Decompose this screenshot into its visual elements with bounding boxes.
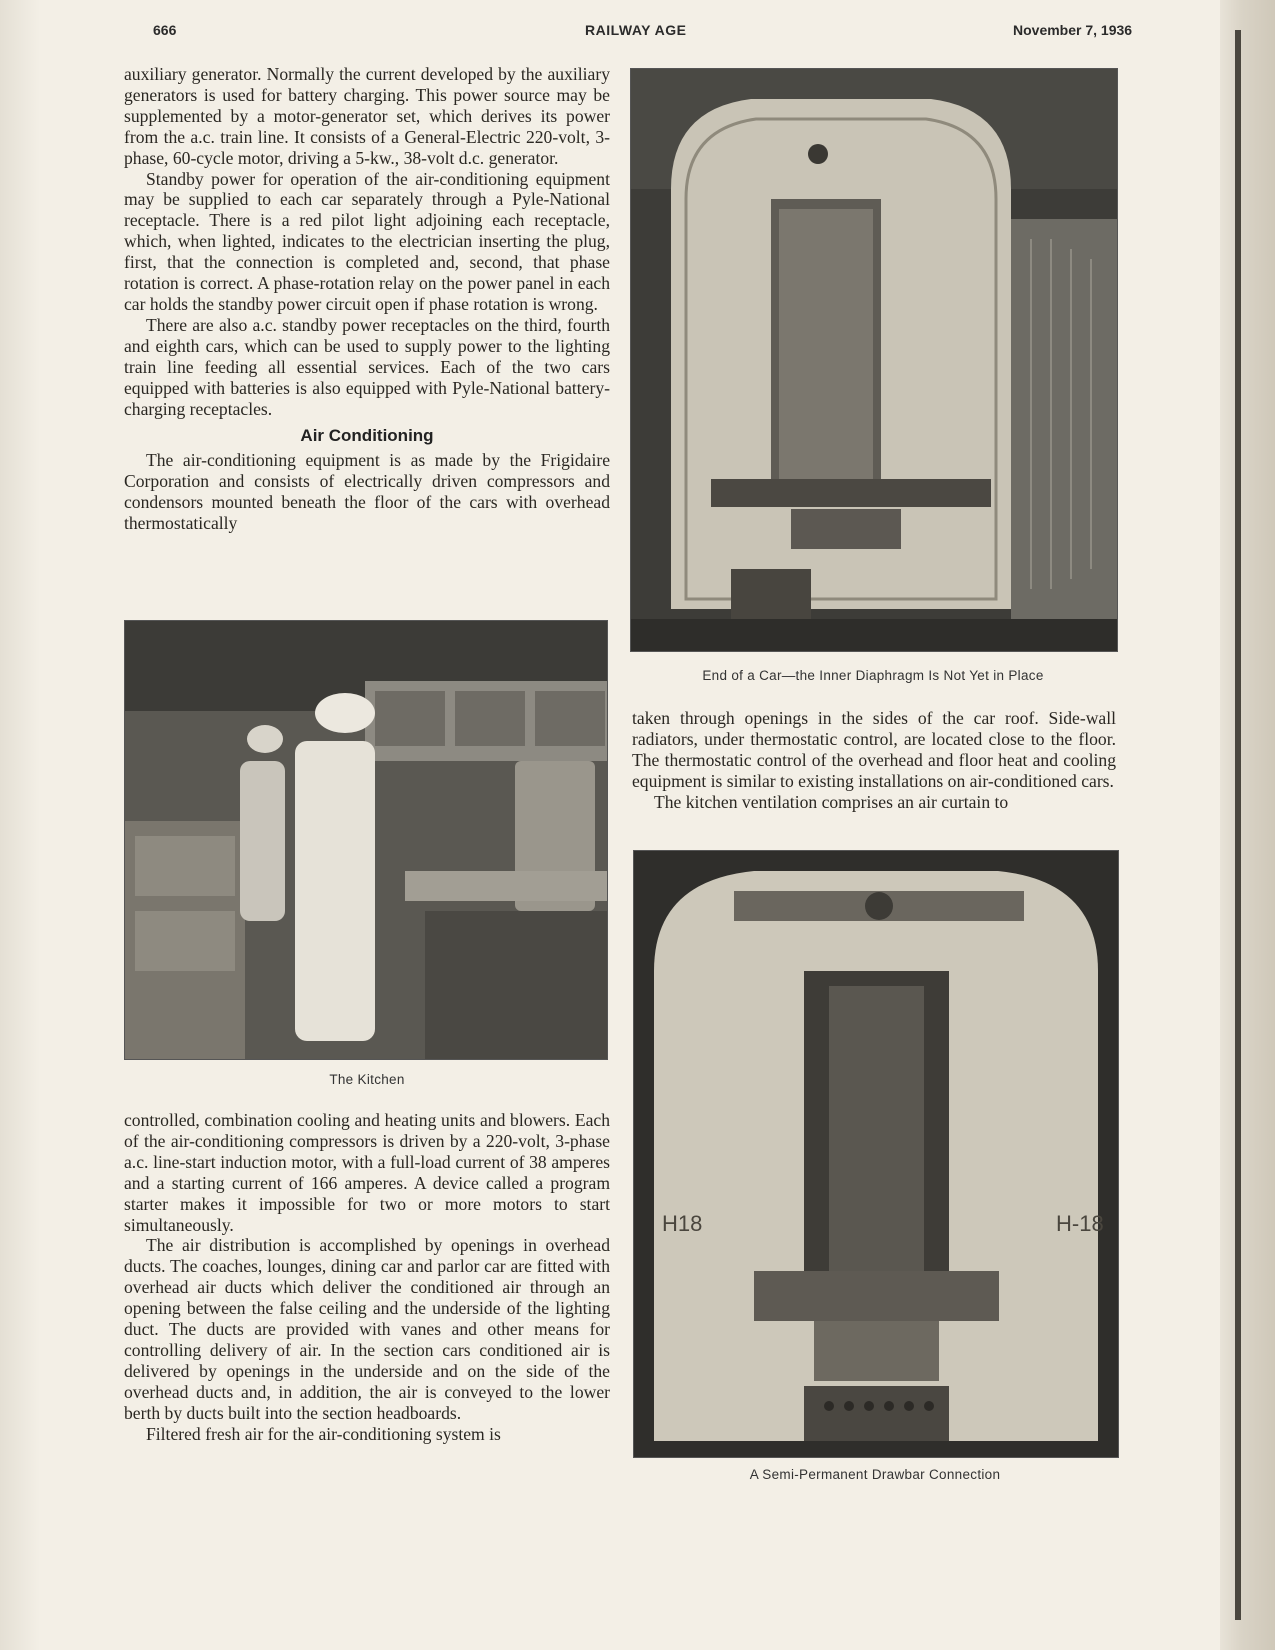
paragraph: auxiliary generator. Normally the current developed by the auxiliary generators is used for battery charging. This power source may be supplemented by a motor-generator set, which derives its power from the a.c. train line. It consists of a General-Electric 220-volt, 3-phase, 60-cycle motor, driving a 5-kw., 38-volt d.c. generator. bbox=[124, 64, 610, 168]
section-heading: Air Conditioning bbox=[300, 426, 434, 446]
issue-date: November 7, 1936 bbox=[1013, 22, 1133, 38]
right-column-middle bbox=[632, 708, 1116, 813]
car-number-right: H-18 bbox=[1056, 1211, 1104, 1236]
paragraph: The air distribution is accomplished by openings in overhead ducts. The coaches, lounges, dining car and parlor car are fitted with overhead air ducts which deliver the conditioned air through an opening between the false ceiling and the underside of the lighting duct. The ducts are provided with vanes and other means for controlling delivery of air. In the section cars conditioned air is delivered by openings in the underside and on the side of the overhead ducts and, in addition, the air is conveyed to the lower berth by ducts built into the section headboards. bbox=[124, 1235, 610, 1423]
left-column-top bbox=[124, 64, 610, 534]
kitchen-photo bbox=[124, 620, 608, 1060]
car-end-caption: End of a Car—the Inner Diaphragm Is Not Yet in Place bbox=[702, 668, 1044, 683]
left-column-bottom bbox=[124, 1110, 610, 1445]
paragraph: There are also a.c. standby power receptacles on the third, fourth and eighth cars, which can be used to supply power to the lighting train line feeding all essential services. Each of the two cars equipped with batteries is also equipped with Pyle-National battery-charging receptacles. bbox=[124, 314, 610, 419]
car-number-left: H18 bbox=[662, 1211, 703, 1236]
page-number: 666 bbox=[153, 22, 177, 38]
drawbar-caption: A Semi-Permanent Drawbar Connection bbox=[749, 1467, 1001, 1482]
paragraph: controlled, combination cooling and heating units and blowers. Each of the air-conditioning compressors is driven by a 220-volt, 3-phase a.c. line-start induction motor, with a full-load current of 38 amperes and a starting current of 166 amperes. A device called a program starter makes it impossible for two or more motors to start simultaneously. bbox=[124, 1110, 610, 1235]
kitchen-caption: The Kitchen bbox=[329, 1072, 405, 1087]
paragraph: Filtered fresh air for the air-conditioning system is bbox=[146, 1423, 501, 1444]
page-left-edge bbox=[0, 0, 40, 1650]
paragraph: The kitchen ventilation comprises an air curtain to bbox=[654, 791, 1009, 812]
journal-title: RAILWAY AGE bbox=[585, 22, 687, 38]
paragraph: taken through openings in the sides of the car roof. Side-wall radiators, under thermostatic control, are located close to the floor. The thermostatic control of the overhead and floor heat and cooling equipment is similar to existing installations on air-conditioned cars. bbox=[632, 708, 1116, 791]
drawbar-photo bbox=[633, 850, 1119, 1458]
car-end-photo bbox=[630, 68, 1118, 652]
spine-shadow bbox=[1235, 30, 1241, 1620]
paragraph: The air-conditioning equipment is as made by the Frigidaire Corporation and consists of electrically driven compressors and condensors mounted beneath the floor of the cars with overhead thermostatically bbox=[124, 450, 610, 534]
binding-spine bbox=[1220, 0, 1275, 1650]
paragraph: Standby power for operation of the air-conditioning equipment may be supplied to each car separately through a Pyle-National receptacle. There is a red pilot light adjoining each receptacle, which, when lighted, indicates to the electrician inserting the plug, first, that the connection is completed and, second, that phase rotation is correct. A phase-rotation relay on the power panel in each car holds the standby power circuit open if phase rotation is wrong. bbox=[124, 168, 610, 314]
